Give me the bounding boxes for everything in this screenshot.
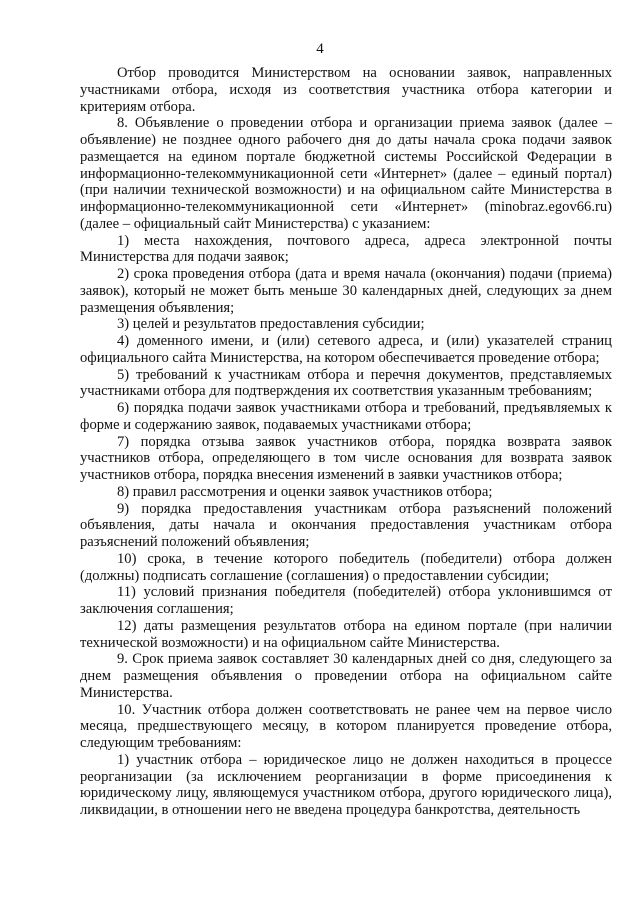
paragraph-intro: Отбор проводится Министерством на основании заявок, направленных участниками отбора, исходя из соответствия участника отбора категории и критериям отбора. — [80, 65, 612, 115]
paragraph-8-item-1: 1) места нахождения, почтового адреса, адреса электронной почты Министерства для подачи заявок; — [80, 232, 612, 266]
page-number: 4 — [316, 41, 324, 57]
paragraph-8-item-12: 12) даты размещения результатов отбора на едином портале (при наличии технической возможности) и на официальном сайте Министерства. — [80, 617, 612, 651]
paragraph-9-deadline: 9. Срок приема заявок составляет 30 календарных дней со дня, следующего за днем размещения объявления о проведении отбора на официальном сайте Министерства. — [80, 651, 612, 701]
paragraph-8-item-8: 8) правил рассмотрения и оценки заявок участников отбора; — [117, 483, 493, 500]
paragraph-8-item-5: 5) требований к участникам отбора и перечня документов, представляемых участниками отбора для подтверждения их соответствия указанным требованиям; — [80, 366, 612, 400]
paragraph-8-item-6: 6) порядка подачи заявок участниками отбора и требований, предъявляемых к форме и содержанию заявок, подаваемых участниками отбора; — [80, 400, 612, 433]
paragraph-8-item-3: 3) целей и результатов предоставления субсидии; — [117, 316, 425, 333]
paragraph-8-item-10: 10) срока, в течение которого победитель (победители) отбора должен (должны) подписать соглашение (соглашения) о предоставлении субсидии; — [80, 550, 612, 584]
paragraph-10-requirements: 10. Участник отбора должен соответствовать не ранее чем на первое число месяца, предшествующего месяцу, в котором планируется проведение отбора, следующим требованиям: — [80, 701, 612, 751]
document-body — [80, 65, 612, 819]
paragraph-10-item-1: 1) участник отбора – юридическое лицо не должен находиться в процессе реорганизации (за исключением реорганизации в форме присоединения к юридическому лицу, являющемуся участником отбора, другого юридического лица), ликвидации, в отношении него не введена процедура банкротства, деятельность — [80, 751, 612, 818]
paragraph-8-item-9: 9) порядка предоставления участникам отбора разъяснений положений объявления, даты начала и окончания предоставления участникам отбора разъяснений положений объявления; — [80, 500, 612, 550]
paragraph-8-announcement: 8. Объявление о проведении отбора и организации приема заявок (далее – объявление) не позднее одного рабочего дня до даты начала срока подачи заявок размещается на едином портале бюджетной системы Российской Федерации в информационно-телекоммуникационной сети «Интернет» (далее – единый портал) (при наличии технической возможности) и на официальном сайте Министерства в информационно-телекоммуникационной сети «Интернет» (minobraz.egov66.ru) (далее – официальный сайт Министерства) с указанием: — [80, 115, 612, 232]
paragraph-8-item-7: 7) порядка отзыва заявок участников отбора, порядка возврата заявок участников отбора, определяющего в том числе основания для возврата заявок участников отбора, порядка внесения изменений в заявки участников отбора; — [80, 433, 612, 483]
paragraph-8-item-11: 11) условий признания победителя (победителей) отбора уклонившимся от заключения соглашения; — [80, 584, 612, 617]
paragraph-8-item-2: 2) срока проведения отбора (дата и время начала (окончания) подачи (приема) заявок), который не может быть меньше 30 календарных дней, следующих за днем размещения объявления; — [80, 266, 612, 316]
paragraph-8-item-4: 4) доменного имени, и (или) сетевого адреса, и (или) указателей страниц официального сайта Министерства, на котором обеспечивается проведение отбора; — [80, 333, 612, 366]
